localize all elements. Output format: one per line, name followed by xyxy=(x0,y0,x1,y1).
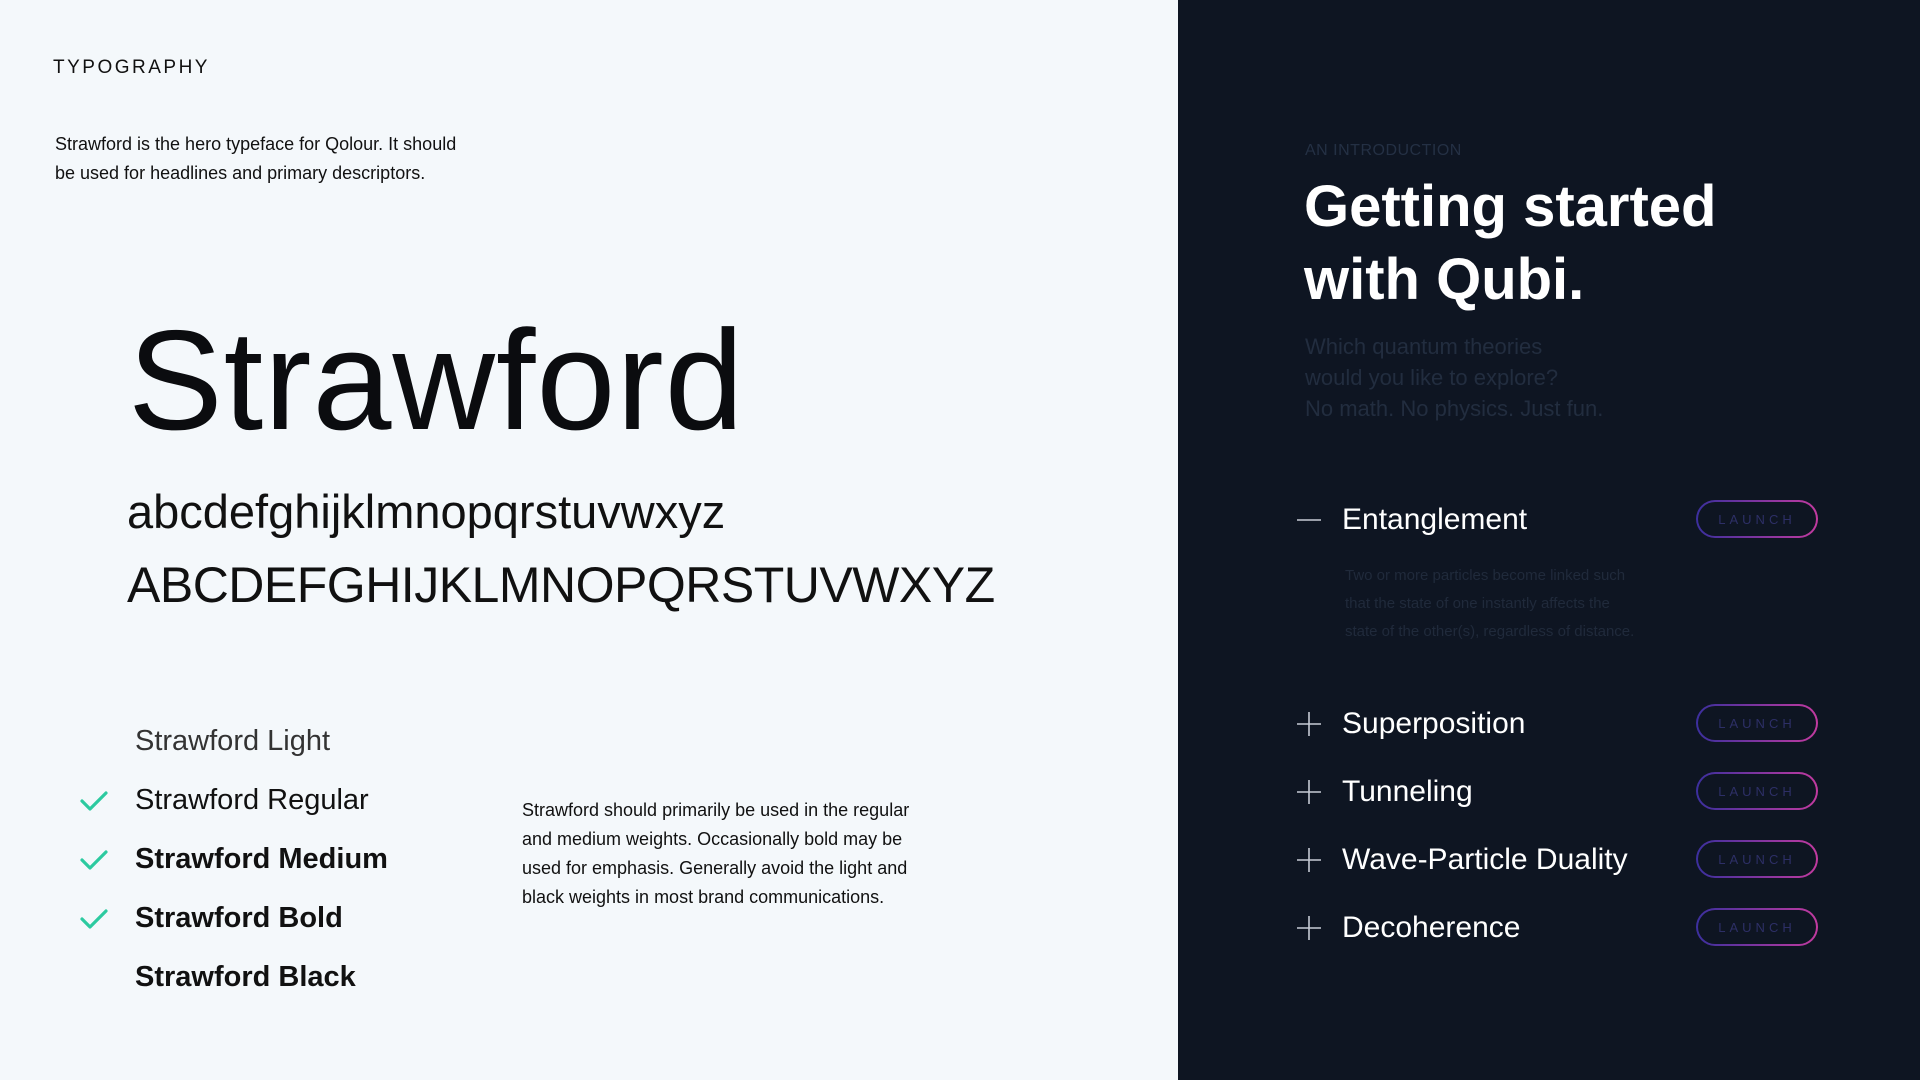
weight-label: Strawford Medium xyxy=(135,843,388,875)
usage-line: and medium weights. Occasionally bold may be xyxy=(522,829,903,849)
topic-row-decoherence[interactable] xyxy=(1296,908,1856,948)
launch-button[interactable]: LAUNCH xyxy=(1696,840,1818,878)
launch-button[interactable]: LAUNCH xyxy=(1696,772,1818,810)
plus-icon[interactable] xyxy=(1296,840,1342,880)
intro-line: be used for headlines and primary descriptors. xyxy=(55,163,426,183)
topic-name: Superposition xyxy=(1342,707,1526,740)
topic-name: Wave-Particle Duality xyxy=(1342,843,1628,876)
topic-name: Tunneling xyxy=(1342,775,1473,808)
usage-line: used for emphasis. Generally avoid the light and xyxy=(522,858,908,878)
subtitle xyxy=(1305,331,1705,424)
topic-description xyxy=(1345,562,1665,646)
app-preview-panel xyxy=(1178,0,1920,1080)
topic-row-tunneling[interactable] xyxy=(1296,772,1856,812)
usage-line: Strawford should primarily be used in the regular xyxy=(522,800,910,820)
weight-item-light xyxy=(80,712,388,771)
intro-line: Strawford is the hero typeface for Qolour. It should xyxy=(55,134,457,154)
weight-item-medium xyxy=(80,830,388,889)
check-icon xyxy=(80,849,135,871)
topic-name: Decoherence xyxy=(1342,911,1521,944)
launch-button[interactable]: LAUNCH xyxy=(1696,704,1818,742)
title-line: Getting started xyxy=(1304,174,1717,239)
eyebrow-label: AN INTRODUCTION xyxy=(1305,142,1462,159)
intro-text xyxy=(55,130,555,188)
weight-list xyxy=(80,712,388,1007)
launch-button[interactable]: LAUNCH xyxy=(1696,908,1818,946)
subtitle-line: Which quantum theories xyxy=(1305,334,1543,359)
check-icon xyxy=(80,790,135,812)
weight-item-bold xyxy=(80,889,388,948)
plus-icon[interactable] xyxy=(1296,704,1342,744)
weight-label: Strawford Light xyxy=(135,725,331,757)
topic-row-entanglement[interactable] xyxy=(1296,500,1856,540)
section-label: TYPOGRAPHY xyxy=(53,57,210,78)
lowercase-specimen: abcdefghijklmnopqrstuvwxyz xyxy=(127,485,726,538)
weight-item-regular xyxy=(80,771,388,830)
check-icon xyxy=(80,908,135,930)
usage-guidance xyxy=(522,796,982,912)
topic-row-superposition[interactable] xyxy=(1296,704,1856,744)
description-line: Two or more particles become linked such xyxy=(1345,567,1626,584)
page-title xyxy=(1304,170,1824,316)
usage-line: black weights in most brand communications. xyxy=(522,887,885,907)
weight-label: Strawford Regular xyxy=(135,784,369,816)
uppercase-specimen: ABCDEFGHIJKLMNOPQRSTUVWXYZ xyxy=(127,557,995,613)
topic-name: Entanglement xyxy=(1342,503,1528,536)
launch-button[interactable]: LAUNCH xyxy=(1696,500,1818,538)
weight-label: Strawford Bold xyxy=(135,902,343,934)
weight-item-black xyxy=(80,948,388,1007)
subtitle-line: would you like to explore? xyxy=(1305,365,1559,390)
minus-icon[interactable] xyxy=(1296,500,1342,540)
topic-row-wave-particle-duality[interactable] xyxy=(1296,840,1856,880)
plus-icon[interactable] xyxy=(1296,772,1342,812)
description-line: state of the other(s), regardless of distance. xyxy=(1345,623,1635,640)
subtitle-line: No math. No physics. Just fun. xyxy=(1305,396,1604,421)
title-line: with Qubi. xyxy=(1304,247,1585,312)
description-line: that the state of one instantly affects the xyxy=(1345,595,1610,612)
typeface-hero-name: Strawford xyxy=(128,301,745,460)
weight-label: Strawford Black xyxy=(135,961,356,993)
plus-icon[interactable] xyxy=(1296,908,1342,948)
